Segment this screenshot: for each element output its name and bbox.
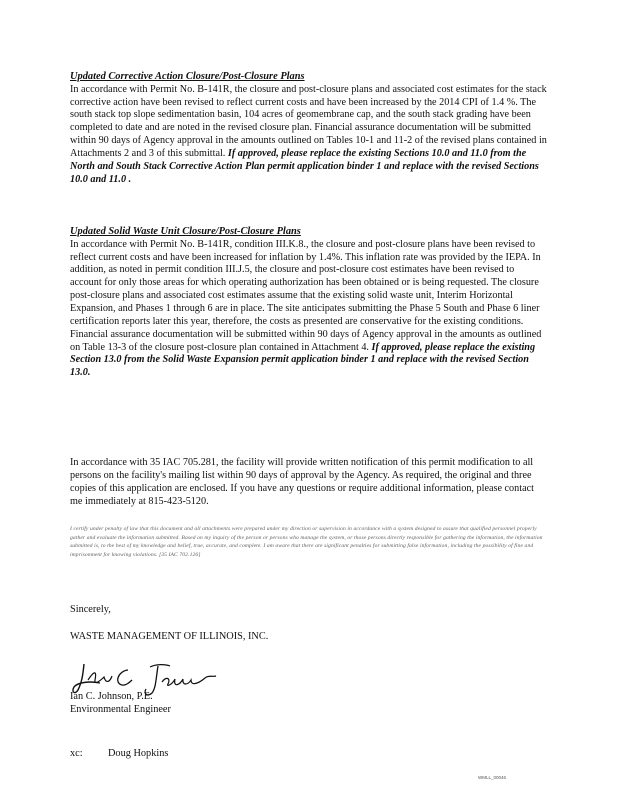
cc-name: Doug Hopkins	[108, 748, 169, 759]
signer-title: Environmental Engineer	[70, 704, 171, 715]
salutation: Sincerely,	[70, 604, 111, 615]
section-solid-waste	[70, 226, 548, 380]
notification-paragraph: In accordance with 35 IAC 705.281, the facility will provide written notification of this permit modification to all persons on the facility's mailing list within 90 days of approval by the Agency. As required, the original and three copies of this application are enclosed. If you have any questions or require additional information, please contact me immediately at 815-423-5120.	[70, 457, 534, 507]
company-name: WASTE MANAGEMENT OF ILLINOIS, INC.	[70, 631, 269, 642]
section-heading: Updated Solid Waste Unit Closure/Post-Closure Plans	[70, 226, 301, 237]
section-body-text: In accordance with Permit No. B-141R, the closure and post-closure plans and associated cost estimates for the stack corrective action have been revised to reflect current costs and have been increased by the 2014 CPI of 1.4 %. The south stack top slope sedimentation basin, 104 acres of geomembrane cap, and the south stack grading have been completed to date and are noted in the revised closure plan. Financial assurance documentation will be submitted within 90 days of Agency approval in the amounts outlined on Tables 10-1 and 11-2 of the revised plans contained in Attachments 2 and 3 of this submittal.	[70, 83, 547, 160]
bates-number: WMLL_00046	[478, 775, 507, 780]
section-emphasis-text: If approved, please replace the existing Section 13.0 from the Solid Waste Expansion permit application binder 1 and replace with the revised Section 13.0.	[70, 341, 536, 379]
section-emphasis-text: If approved, please replace the existing Sections 10.0 and 11.0 from the North and South Stack Corrective Action Plan permit application binder 1 and replace with the revised Sections 10.0 and 11.0 .	[70, 148, 539, 185]
section-body-text: In accordance with Permit No. B-141R, condition III.K.8., the closure and post-closure plans have been revised to reflect current costs and have been increased for inflation by 1.4%. This inflation rate was provided by the IEPA. In addition, as noted in permit condition III.J.5, the closure and post-closure cost estimates have been revised to account for only those areas for which operating authorization has been obtained or is being requested. The closure post-closure plans and associated cost estimates assume that the existing solid waste unit, Interim Horizontal Expansion, and Phases 1 through 6 are in place. The site anticipates submitting the Phase 5 South and Phase 6 liner certification reports later this year, therefore, the costs as presented are conservative for the existing conditions. Financial assurance documentation will be submitted within 90 days of Agency approval in the amounts as outlined on Table 13-3 of the closure post-closure plan contained in Attachment 4.	[70, 238, 542, 353]
cc-label: xc:	[70, 748, 83, 759]
certification-statement: I certify under penalty of law that this document and all attachments were prepared under my direction or supervision in accordance with a system designed to assure that qualified personnel properly gather and evaluate the information submitted. Based on my inquiry of the person or persons who manage the system, or those persons directly responsible for gathering the information, the information submitted is, to the best of my knowledge and belief, true, accurate, and complete. I am aware that there are significant penalties for submitting false information, including the possibility of fine and imprisonment for knowing violations. [35 IAC 702.126]	[70, 526, 543, 558]
section-corrective-action	[70, 71, 548, 187]
section-body	[70, 239, 548, 380]
section-heading: Updated Corrective Action Closure/Post-Closure Plans	[70, 71, 305, 82]
section-body	[70, 84, 548, 187]
signer-name: Ian C. Johnson, P.E.	[70, 691, 153, 702]
